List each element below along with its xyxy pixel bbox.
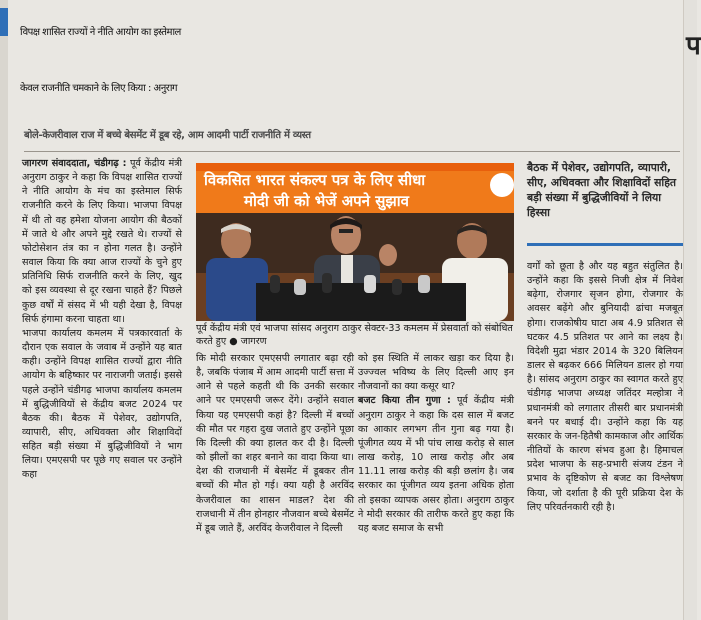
article-column-3 bbox=[358, 352, 514, 536]
article-column-4 bbox=[527, 260, 683, 515]
photo-illustration bbox=[196, 163, 514, 321]
section-subhead: बजट किया तीन गुणा : bbox=[358, 395, 451, 407]
sub-headline: बोले-केजरीवाल राज में बच्चे बेसमेंट में डूब रहे, आम आदमी पार्टी राजनीति में व्यस्त bbox=[24, 130, 311, 141]
adjacent-column-edge bbox=[683, 0, 701, 620]
photo-caption bbox=[196, 322, 514, 348]
photo-credit: ● जागरण bbox=[229, 336, 267, 347]
headline-line-1: विपक्ष शासित राज्यों ने नीति आयोग का इस्तेमाल bbox=[20, 27, 181, 38]
paragraph bbox=[358, 394, 514, 536]
paragraph: को इस स्थिति में लाकर खड़ा कर दिया है। उज्ज्वल भविष्य के लिए दिल्ली आए इन नौजवानों का क्या कसूर था? bbox=[358, 353, 514, 393]
press-conference-photo bbox=[196, 163, 514, 321]
banner-text-2: मोदी जी को भेजें अपने सुझाव bbox=[244, 192, 409, 210]
page-left-edge bbox=[0, 0, 8, 620]
headline-divider bbox=[24, 151, 680, 152]
section-color-tab bbox=[0, 8, 8, 36]
paragraph bbox=[22, 157, 182, 327]
paragraph-text: पूर्व केंद्रीय मंत्री अनुराग ठाकुर ने कहा कि दस साल में बजट का आकार लगभग तीन गुना बढ़ गया है। पूंजीगत व्यय में भी पांच लाख करोड़ से साल लाख करोड़, 10 लाख करोड़ और अब 11.11 लाख करोड़ की बड़ी छलांग है। जब सरकार का पूंजीगत व्यय इतना अधिक होता तो इसका व्यापक असर होता। अनुराग ठाकुर ने मोदी सरकार की तारीफ करते हुए कहा कि यह बजट समाज के सभी bbox=[358, 395, 514, 534]
headline-line-2: केवल राजनीति चमकाने के लिए किया : अनुराग bbox=[20, 83, 178, 94]
paragraph: वर्गों को छूता है और यह बहुत संतुलित है। उन्होंने कहा कि इससे निजी क्षेत्र में निवेश बढ़ेगा, रोजगार सृजन होगा, रोजगार के अवसर बढ़ेंगे और बुनियादी ढांचा मजबूत होगा। राजकोषीय घाटा अब 4.9 प्रतिशत से घटकर 4.5 प्रतिशत पर आने का लक्ष्य है। विदेशी मुद्रा भंडार 2014 के 320 बिलियन डालर से बढ़कर 666 मिलियन डालर हो गया है। सांसद अनुराग ठाकुर का स्वागत करते हुए चंडीगढ़ भाजपा अध्यक्ष जतिंदर मल्होत्रा ने प्रधानमंत्री को लगातार तीसरी बार प्रधानमंत्री बनने पर बधाई दी। उन्होंने कहा कि यह सरकार के जन-हितैषी कामकाज और आर्थिक नीतियों के कारण संभव हुआ है। हिमाचल प्रदेश भाजपा के सह-प्रभारी संजय टंडन ने प्रभाव के दृष्टिकोण से बजट का विश्लेषण किया, जो दर्शाता है की पूरी प्रक्रिया देश के लिए परिवर्तनकारी रही है। bbox=[527, 261, 683, 513]
adjacent-headline-fragment: प bbox=[686, 31, 701, 61]
article-column-2 bbox=[196, 352, 354, 536]
paragraph: भाजपा कार्यालय कमलम में पत्रकारवार्ता के दौरान एक सवाल के जवाब में उन्होंने यह बात कही। उन्होंने विपक्ष शासित राज्यों द्वारा नीति आयोग के बहिष्कार पर नाराजगी जताई। इससे पहले उन्होंने चंडीगढ़ भाजपा कार्यालय कमलम में बुद्धिजीवियों से केंद्रीय बजट 2024 पर बैठक की। बैठक में पेशेवर, उद्योगपति, व्यापारी, सीए, अधिवक्ता और शिक्षाविदों सहित बड़ी संख्या में बुद्धिजीवियों ने भाग लिया। एमएसपी पर पूछे गए सवाल पर उन्होंने कहा bbox=[22, 327, 182, 481]
article-column-1 bbox=[22, 157, 182, 483]
paragraph: कि मोदी सरकार एमएसपी लगातार बढ़ा रही है, जबकि पंजाब में आम आदमी पार्टी सत्ता में आने से पहले कहती थी कि उनकी सरकार आने पर एमएसपी जरूर देंगे। उन्होंने सवाल किया यह एमएसपी कहां है? दिल्ली में बच्चों की मौत पर गहरा दुख जताते हुए उन्होंने पूछा कि दिल्ली की क्या हालत कर दी है। दिल्ली को झीलों का शहर बनाने का वादा किया था। देश की राजधानी में बेसमेंट में डूबकर तीन बच्चों की मौत हो गई। क्या यही है अरविंद केजरीवाल का शासन माडल? देश की राजधानी में तीन होनहार नौजवान बच्चे बेसमेंट में डूब जाते हैं, अरविंद केजरीवाल ने दिल्ली bbox=[196, 353, 354, 534]
paragraph-text: पूर्व केंद्रीय मंत्री अनुराग ठाकुर ने कहा कि विपक्ष शासित राज्यों ने नीति आयोग के मंच का इस्तेमाल सिर्फ राजनीति करने के लिए किया। भाजपा विपक्ष में थी तो वह हमेशा योजना आयोग की बैठकों में जाते थे और अपने मुद्दे रखते थे। राज्यों से फोटोसेशन तंत्र का न होना गलत है। उन्होंने सवाल किया कि क्या आज राज्यों के चुने हुए प्रतिनिधि सिर्फ राजनीति करने के लिए, खुद को इस व्यवस्था से दूर रखना चाहते हैं? पिछले कुछ वर्षों में संसद में भी यही देखा है, विपक्ष सिर्फ हंगामा करना चाहता था। bbox=[22, 158, 182, 325]
highlight-divider bbox=[527, 243, 683, 246]
caption-text: पूर्व केंद्रीय मंत्री एवं भाजपा सांसद अनुराग ठाकुर सेक्टर-33 कमलम में प्रेसवार्ता को संबोधित करते हुए bbox=[196, 323, 513, 347]
banner-text-1: विकसित भारत संकल्प पत्र के लिए सीधा bbox=[204, 171, 426, 189]
byline: जागरण संवाददाता, चंडीगढ़ : bbox=[22, 158, 127, 169]
highlight-box: बैठक में पेशेवर, उद्योगपति, व्यापारी, सीए, अधिवक्ता और शिक्षाविदों सहित बड़ी संख्या में बुद्धिजीवियों ने लिया हिस्सा bbox=[527, 161, 677, 219]
